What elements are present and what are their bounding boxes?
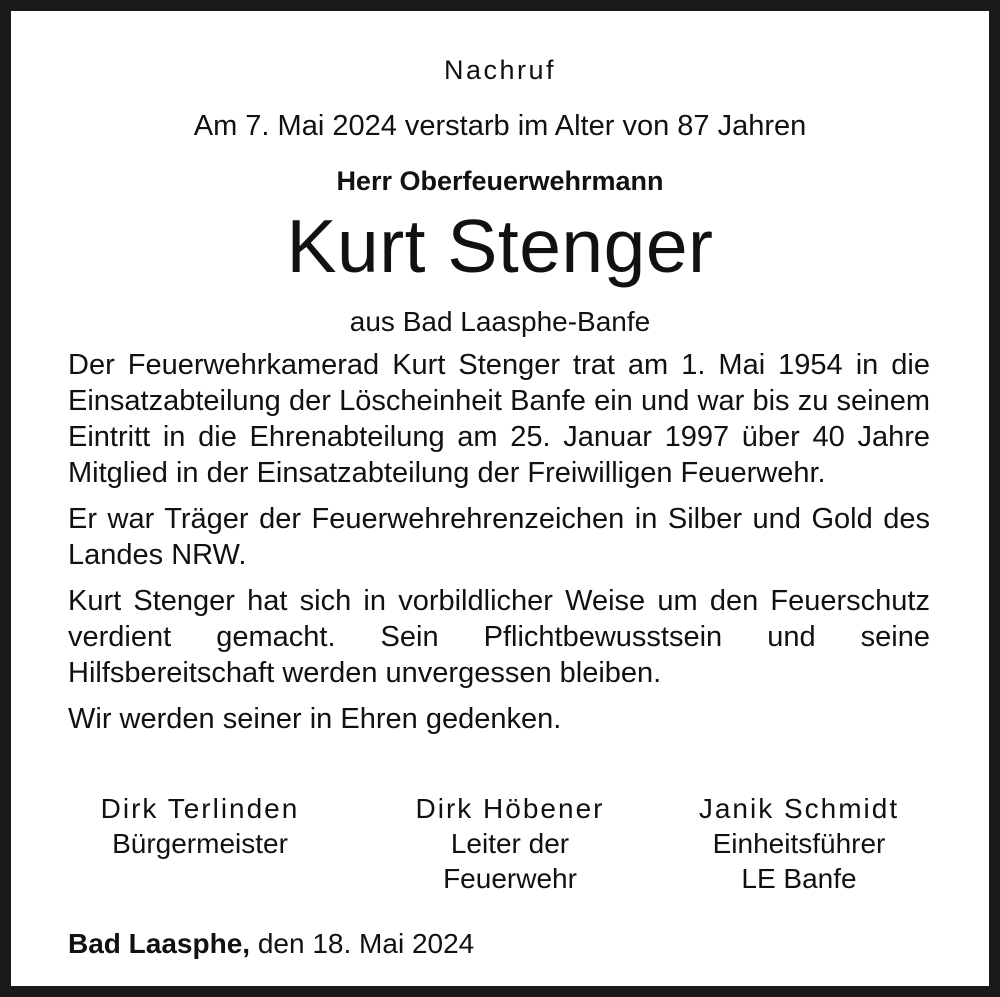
signatories: [11, 791, 989, 901]
deceased-origin: aus Bad Laasphe-Banfe: [349, 306, 651, 337]
deceased-name: Kurt Stenger: [286, 204, 714, 288]
body-paragraph: Der Feuerwehrkamerad Kurt Stenger trat am 1. Mai 1954 in die Einsatzabteilung der Löscheinheit Banfe ein und war bis zu seinem Eintritt in die Ehrenabteilung am 25. Januar 1997 über 40 Jahre Mitglied in der Einsatzabteilung der Freiwilligen Feuerwehr.: [68, 349, 930, 489]
body-paragraph: Kurt Stenger hat sich in vorbildlicher Weise um den Feuerschutz verdient gemacht. Sein Pflichtbewusstsein und seine Hilfsbereitschaft werden unvergessen bleiben.: [68, 585, 930, 689]
closing-sentence: Wir werden seiner in Ehren gedenken.: [68, 703, 562, 735]
signatory-name: Janik Schmidt: [698, 793, 900, 824]
place-and-date: [68, 928, 474, 960]
footer-date: den 18. Mai 2024: [250, 928, 475, 959]
signatory-role: Bürgermeister: [112, 828, 288, 859]
signatory: [50, 791, 350, 861]
notice-heading: Nachruf: [443, 55, 557, 85]
death-announcement: Am 7. Mai 2024 verstarb im Alter von 87 Jahren: [193, 110, 807, 142]
body-paragraph: Er war Träger der Feuerwehrehrenzeichen in Silber und Gold des Landes NRW.: [68, 503, 930, 571]
signatory-name: Dirk Höbener: [415, 793, 605, 824]
signatory-role: Leiter der: [450, 828, 570, 859]
signatory-role: LE Banfe: [741, 863, 857, 894]
footer-place: Bad Laasphe,: [68, 928, 251, 959]
signatory-name: Dirk Terlinden: [100, 793, 300, 824]
notice-body: [68, 347, 930, 747]
signatory: [649, 791, 949, 896]
signatory-role: Feuerwehr: [443, 863, 577, 894]
deceased-rank: Herr Oberfeuerwehrmann: [336, 166, 664, 196]
signatory-role: Einheitsführer: [712, 828, 886, 859]
signatory: [360, 791, 660, 896]
